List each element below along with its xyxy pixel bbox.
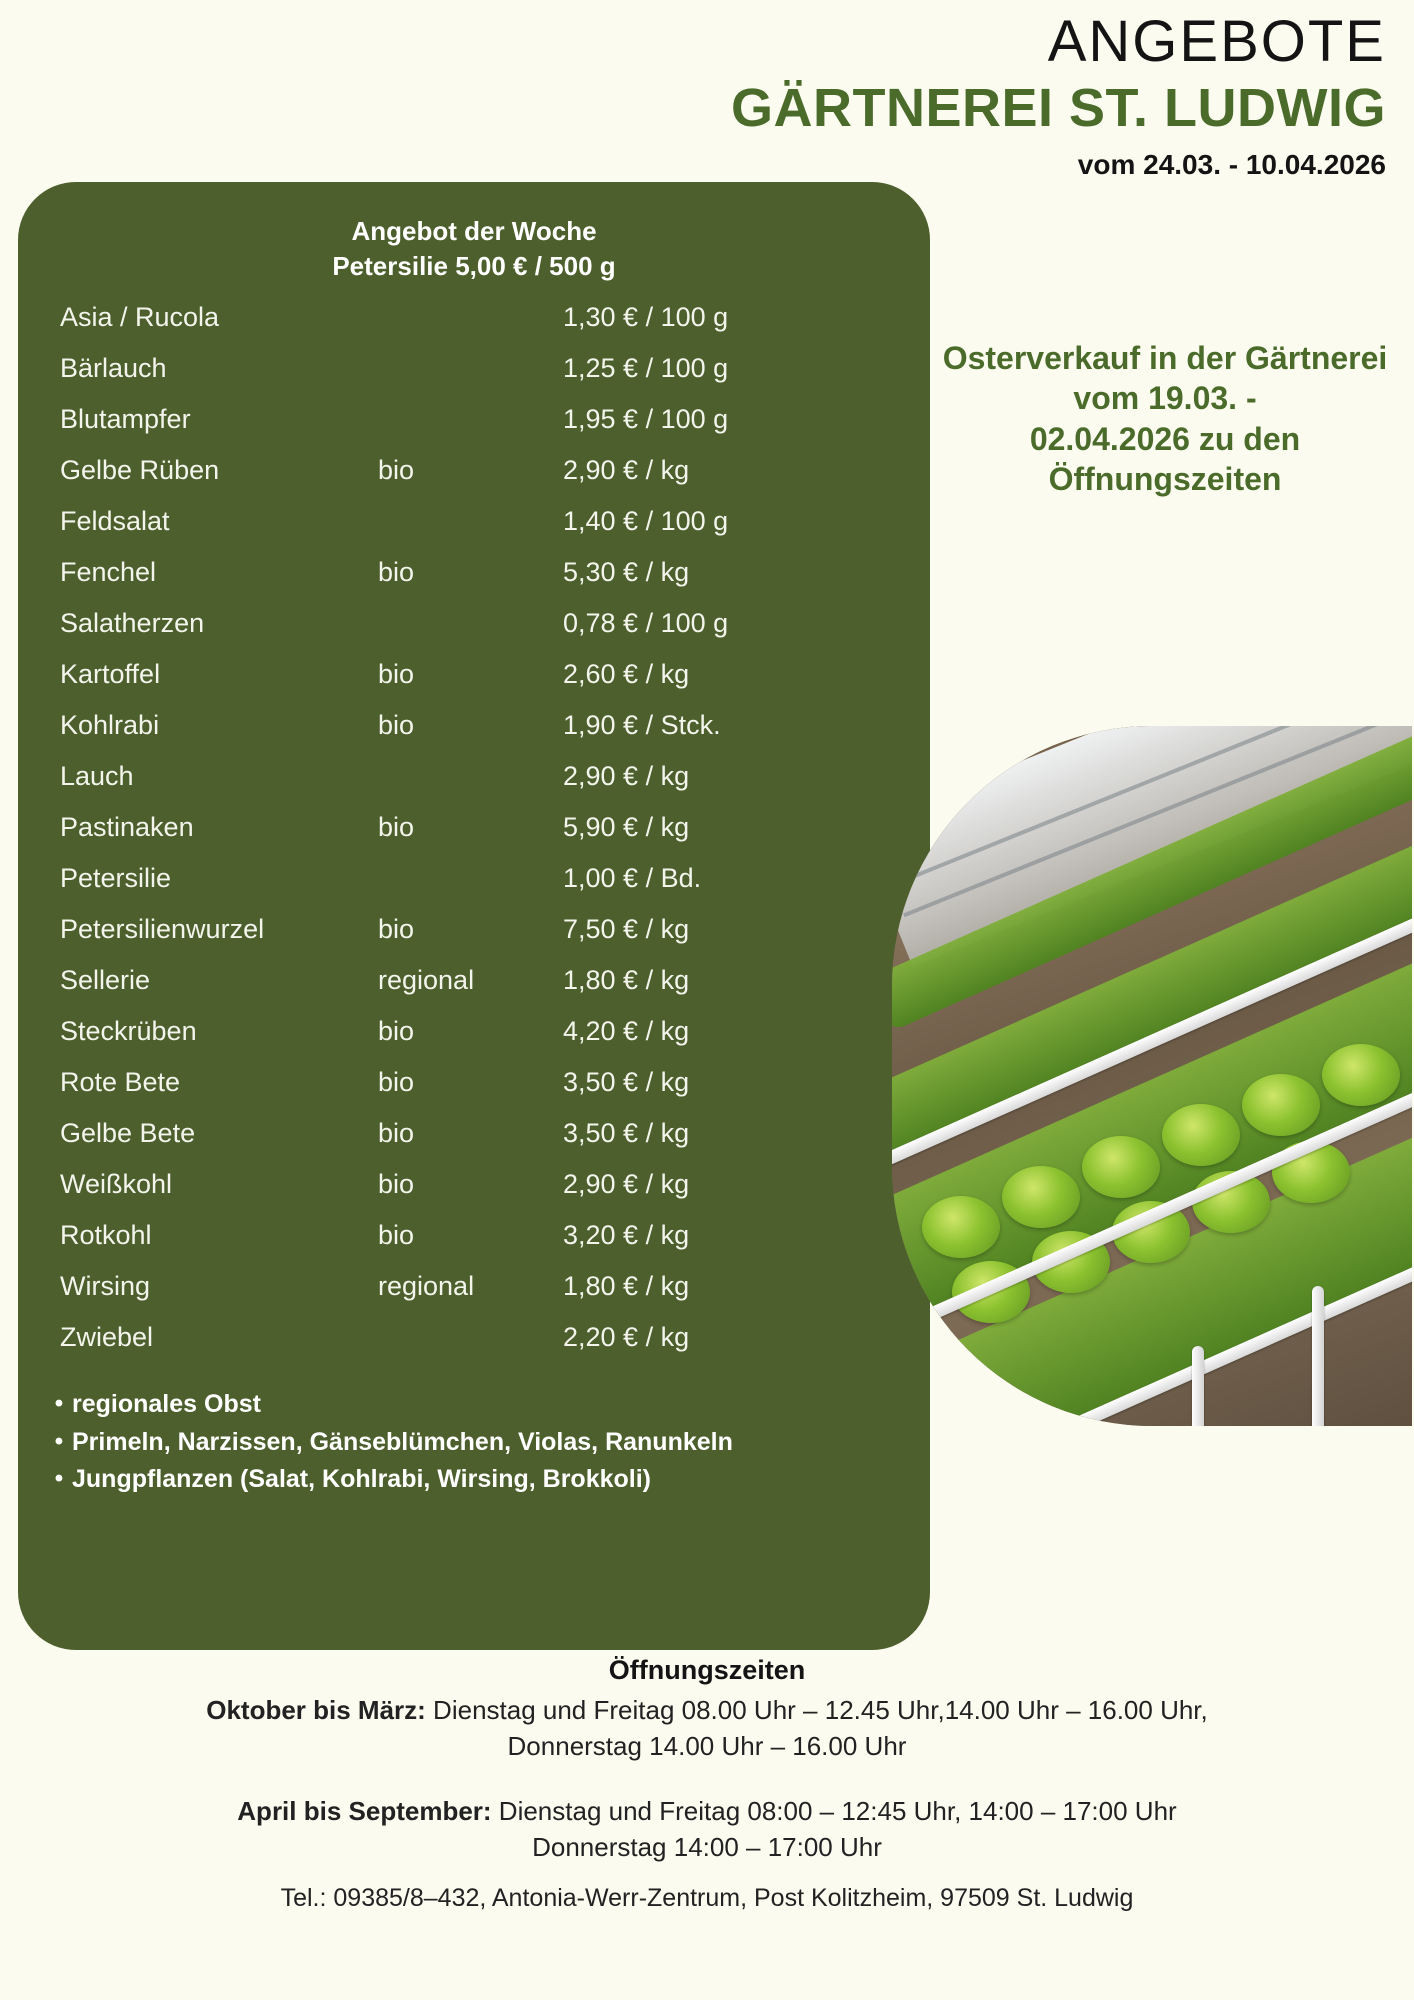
table-row xyxy=(60,865,890,916)
weekly-offer-product: Petersilie 5,00 € / 500 g xyxy=(332,251,616,282)
product-price: 2,90 € / kg xyxy=(563,455,690,486)
table-row xyxy=(60,1069,890,1120)
product-name: Salatherzen xyxy=(60,608,205,639)
bullet-icon: • xyxy=(54,1427,64,1455)
product-name: Sellerie xyxy=(60,965,151,996)
product-name: Gelbe Bete xyxy=(60,1118,196,1149)
product-price: 1,30 € / 100 g xyxy=(563,302,729,333)
product-price: 1,00 € / Bd. xyxy=(563,863,702,894)
list-item xyxy=(46,1425,890,1461)
summer-hours-text: Dienstag und Freitag 08:00 – 12:45 Uhr, 14:00 – 17:00 Uhr xyxy=(491,1795,1177,1826)
photo-irrigation-riser xyxy=(1192,1346,1204,1426)
product-price: 1,90 € / Stck. xyxy=(563,710,721,741)
product-name: Kartoffel xyxy=(60,659,161,690)
photo-irrigation-riser xyxy=(1312,1286,1324,1426)
footer xyxy=(0,1655,1414,1913)
product-price: 5,30 € / kg xyxy=(563,557,690,588)
page-header xyxy=(486,9,1386,181)
product-name: Fenchel xyxy=(60,557,157,588)
list-item-label: regionales Obst xyxy=(72,1390,261,1419)
product-price: 1,95 € / 100 g xyxy=(563,404,729,435)
product-tag: bio xyxy=(378,1016,415,1047)
product-name: Pastinaken xyxy=(60,812,194,843)
product-name: Lauch xyxy=(60,761,134,792)
product-name: Kohlrabi xyxy=(60,710,160,741)
photo-lettuce xyxy=(1082,1136,1160,1198)
product-name: Weißkohl xyxy=(60,1169,173,1200)
summer-hours xyxy=(0,1793,1414,1829)
footer-spacer xyxy=(0,1765,1414,1793)
product-tag: bio xyxy=(378,1169,415,1200)
photo-lettuce xyxy=(1322,1044,1400,1106)
table-row xyxy=(60,661,890,712)
photo-lettuce xyxy=(1002,1166,1080,1228)
list-item xyxy=(46,1462,890,1498)
table-row xyxy=(60,559,890,610)
table-row xyxy=(60,916,890,967)
photo-lettuce xyxy=(922,1196,1000,1258)
table-row xyxy=(60,355,890,406)
product-name: Rotkohl xyxy=(60,1220,152,1251)
additional-products-list xyxy=(18,1387,930,1498)
business-name: GÄRTNEREI ST. LUDWIG xyxy=(731,77,1386,138)
photo-lettuce xyxy=(1162,1104,1240,1166)
winter-hours-label: Oktober bis März: xyxy=(206,1695,426,1725)
product-price: 1,40 € / 100 g xyxy=(563,506,729,537)
product-price: 1,80 € / kg xyxy=(563,1271,690,1302)
bullet-icon: • xyxy=(54,1390,64,1418)
table-row xyxy=(60,1171,890,1222)
product-price: 7,50 € / kg xyxy=(563,914,690,945)
list-item xyxy=(46,1387,890,1423)
product-name: Zwiebel xyxy=(60,1322,154,1353)
table-row xyxy=(60,406,890,457)
photo-lettuce xyxy=(1242,1074,1320,1136)
product-price: 2,90 € / kg xyxy=(563,761,690,792)
table-row xyxy=(60,1018,890,1069)
product-name: Rote Bete xyxy=(60,1067,181,1098)
product-tag: bio xyxy=(378,659,415,690)
product-tag: bio xyxy=(378,812,415,843)
product-price: 2,20 € / kg xyxy=(563,1322,690,1353)
product-name: Blutampfer xyxy=(60,404,191,435)
list-item-label: Primeln, Narzissen, Gänseblümchen, Violas, Ranunkeln xyxy=(72,1427,733,1456)
product-price: 1,25 € / 100 g xyxy=(563,353,729,384)
weekly-offer-title: Angebot der Woche xyxy=(351,216,597,246)
table-row xyxy=(60,1222,890,1273)
product-tag: bio xyxy=(378,1067,415,1098)
validity-period: vom 24.03. - 10.04.2026 xyxy=(1077,148,1386,180)
product-name: Petersilienwurzel xyxy=(60,914,265,945)
table-row xyxy=(60,1324,890,1375)
product-tag: bio xyxy=(378,455,415,486)
product-tag: bio xyxy=(378,710,415,741)
table-row xyxy=(60,304,890,355)
page-title: ANGEBOTE xyxy=(1047,9,1386,74)
winter-hours-text: Dienstag und Freitag 08.00 Uhr – 12.45 Uhr,14.00 Uhr – 16.00 Uhr, xyxy=(425,1695,1208,1725)
price-list xyxy=(18,304,930,1375)
product-tag: bio xyxy=(378,914,415,945)
product-tag: bio xyxy=(378,1220,415,1251)
price-panel xyxy=(18,182,930,1650)
opening-hours-title: Öffnungszeiten xyxy=(608,1655,806,1685)
table-row xyxy=(60,610,890,661)
product-name: Gelbe Rüben xyxy=(60,455,220,486)
winter-hours xyxy=(0,1692,1414,1728)
table-row xyxy=(60,1273,890,1324)
summer-hours-label: April bis September: xyxy=(237,1795,492,1826)
product-price: 5,90 € / kg xyxy=(563,812,690,843)
product-price: 3,50 € / kg xyxy=(563,1067,690,1098)
product-name: Bärlauch xyxy=(60,353,167,384)
product-price: 4,20 € / kg xyxy=(563,1016,690,1047)
product-price: 3,50 € / kg xyxy=(563,1118,690,1149)
product-name: Wirsing xyxy=(60,1271,151,1302)
product-tag: regional xyxy=(378,965,475,996)
table-row xyxy=(60,1120,890,1171)
list-item-label: Jungpflanzen (Salat, Kohlrabi, Wirsing, Brokkoli) xyxy=(72,1465,651,1494)
product-price: 0,78 € / 100 g xyxy=(563,608,729,639)
winter-hours-second-line: Donnerstag 14.00 Uhr – 16.00 Uhr xyxy=(507,1731,907,1762)
product-name: Petersilie xyxy=(60,863,172,894)
contact-info: Tel.: 09385/8–432, Antonia-Werr-Zentrum, Post Kolitzheim, 97509 St. Ludwig xyxy=(280,1883,1134,1912)
product-price: 1,80 € / kg xyxy=(563,965,690,996)
product-tag: regional xyxy=(378,1271,475,1302)
weekly-offer xyxy=(18,182,930,284)
table-row xyxy=(60,763,890,814)
product-tag: bio xyxy=(378,557,415,588)
product-price: 3,20 € / kg xyxy=(563,1220,690,1251)
table-row xyxy=(60,712,890,763)
table-row xyxy=(60,814,890,865)
bullet-icon: • xyxy=(54,1465,64,1493)
product-name: Asia / Rucola xyxy=(60,302,220,333)
product-price: 2,90 € / kg xyxy=(563,1169,690,1200)
table-row xyxy=(60,508,890,559)
table-row xyxy=(60,457,890,508)
product-name: Feldsalat xyxy=(60,506,170,537)
summer-hours-second-line: Donnerstag 14:00 – 17:00 Uhr xyxy=(532,1832,882,1863)
table-row xyxy=(60,967,890,1018)
product-tag: bio xyxy=(378,1118,415,1149)
easter-sale-notice: Osterverkauf in der Gärtnerei vom 19.03. - 02.04.2026 zu den Öffnungszeiten xyxy=(942,340,1388,497)
product-price: 2,60 € / kg xyxy=(563,659,690,690)
greenhouse-photo xyxy=(892,726,1412,1426)
product-name: Steckrüben xyxy=(60,1016,197,1047)
